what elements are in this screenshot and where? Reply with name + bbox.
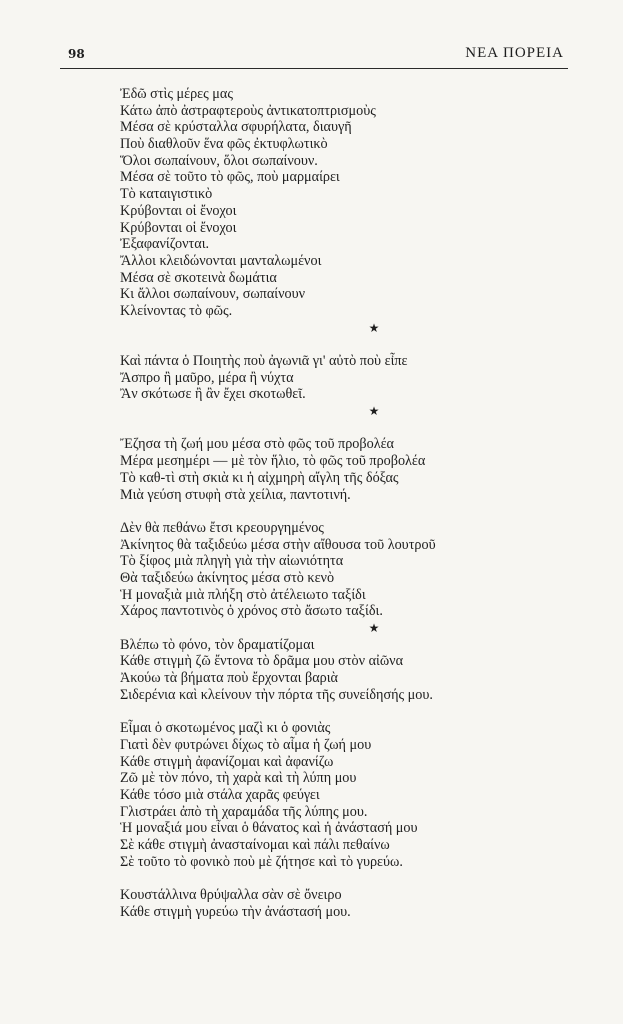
poem-line: Σὲ τοῦτο τὸ φονικὸ ποὺ μὲ ζήτησε καὶ τὸ γυρεύω. — [120, 853, 403, 870]
stanza-gap — [120, 420, 550, 437]
stanza-gap — [120, 703, 550, 720]
poem-line: Δὲν θὰ πεθάνω ἔτσι κρεουργημένος — [120, 519, 324, 536]
poem-line: Βλέπω τὸ φόνο, τὸν δραματίζομαι — [120, 636, 315, 653]
stanza-gap — [120, 870, 550, 887]
poem-line: Ὅλοι σωπαίνουν, ὅλοι σωπαίνουν. — [120, 152, 318, 169]
poem-line: Κάθε στιγμὴ γυρεύω τὴν ἀνάστασή μου. — [120, 903, 351, 920]
stanza-gap — [120, 336, 550, 353]
poem-line: Μέσα σὲ σκοτεινὰ δωμάτια — [120, 269, 277, 286]
poem-line: Σιδερένια καὶ κλείνουν τὴν πόρτα τῆς συνείδησής μου. — [120, 686, 433, 703]
poem-line: Κρύβονται οἱ ἔνοχοι — [120, 219, 237, 236]
poem-line: Κρύβονται οἱ ἔνοχοι — [120, 202, 237, 219]
poem-line: Θὰ ταξιδεύω ἀκίνητος μέσα στὸ κενὸ — [120, 569, 335, 586]
poem-line: Ἡ μοναξιά μου εἶναι ὁ θάνατος καὶ ἡ ἀνάστασή μου — [120, 820, 418, 837]
poem-line: Ἔζησα τὴ ζωή μου μέσα στὸ φῶς τοῦ προβολέα — [120, 436, 394, 453]
poem-line: Μέσα σὲ τοῦτο τὸ φῶς, ποὺ μαρμαίρει — [120, 169, 340, 186]
running-head — [68, 47, 564, 67]
poem-line: Κάτω ἀπὸ ἀστραφτεροὺς ἀντικατοπτρισμοὺς — [120, 102, 376, 119]
journal-title: ΝΕΑ ΠΟΡΕΙΑ — [465, 45, 564, 61]
poem-line: Κι ἄλλοι σωπαίνουν, σωπαίνουν — [120, 286, 306, 303]
poem-line: Κάθε στιγμὴ ζῶ ἔντονα τὸ δρᾶμα μου στὸν αἰῶνα — [120, 653, 404, 670]
poem-line: Ἄλλοι κλειδώνονται μανταλωμένοι — [120, 252, 322, 269]
poem-line: Κουστάλλινα θρύψαλλα σὰν σὲ ὄνειρο — [120, 887, 342, 903]
stanza-gap — [120, 503, 550, 520]
poem-line: Μέρα μεσημέρι — μὲ τὸν ἥλιο, τὸ φῶς τοῦ προβολέα — [120, 453, 426, 470]
poem-line: Τὸ καταιγιστικὸ — [120, 186, 213, 203]
header-rule — [60, 68, 568, 69]
poem-line: Ἐξαφανίζονται. — [120, 236, 210, 253]
poem-line: Τὸ ξίφος μιὰ πληγὴ γιὰ τὴν αἰωνιότητα — [120, 553, 344, 570]
poem-line: Ἀκούω τὰ βήματα ποὺ ἔρχονται βαριὰ — [120, 670, 338, 687]
poem-line: Σὲ κάθε στιγμὴ ἀνασταίνομαι καὶ πάλι πεθαίνω — [120, 836, 390, 853]
star-separator: ★ — [368, 320, 380, 335]
poem-line: Τὸ καθ-τὶ στὴ σκιὰ κι ἡ αἰχμηρὴ αἴγλη τῆς δόξας — [120, 469, 399, 486]
poem-line: Ἡ μοναξιὰ μιὰ πλήξη στὸ ἀτέλειωτο ταξίδι — [120, 586, 366, 603]
page-number: 98 — [68, 47, 85, 61]
poem-line: Ἐδῶ στὶς μέρες μας — [120, 86, 233, 102]
poem-body — [120, 86, 550, 920]
poem-line: Ἀκίνητος θὰ ταξιδεύω μέσα στὴν αἴθουσα τοῦ λουτροῦ — [120, 536, 436, 553]
poem-line: Καὶ πάντα ὁ Ποιητὴς ποὺ ἀγωνιᾶ γι' αὐτὸ ποὺ εἶπε — [120, 353, 408, 369]
poem-line: Χάρος παντοτινὸς ὁ χρόνος στὸ ἄσωτο ταξίδι. — [120, 603, 383, 620]
poem-line: Κάθε τόσο μιὰ στάλα χαρᾶς φεύγει — [120, 786, 320, 803]
poem-line: Κλείνοντας τὸ φῶς. — [120, 302, 233, 319]
star-separator: ★ — [368, 621, 380, 635]
poem-line: Κάθε στιγμὴ ἀφανίζομαι καὶ ἀφανίζω — [120, 753, 334, 770]
star-separator: ★ — [368, 404, 380, 419]
poem-line: Μέσα σὲ κρύσταλλα σφυρήλατα, διαυγῆ — [120, 119, 352, 136]
poem-line: Γλιστράει ἀπὸ τὴ χαραμάδα τῆς λύπης μου. — [120, 803, 368, 820]
poem-line: Ἄσπρο ἢ μαῦρο, μέρα ἢ νύχτα — [120, 369, 294, 386]
poem-line: Μιὰ γεύση στυφὴ στὰ χείλια, παντοτινή. — [120, 486, 351, 503]
poem-line: Γιατὶ δὲν φυτρώνει δίχως τὸ αἷμα ἡ ζωή μου — [120, 736, 372, 753]
poem-line: Ποὺ διαθλοῦν ἕνα φῶς ἐκτυφλωτικὸ — [120, 136, 328, 153]
poem-line: Ζῶ μὲ τὸν πόνο, τὴ χαρὰ καὶ τὴ λύπη μου — [120, 770, 357, 787]
poem-line: Εἶμαι ὁ σκοτωμένος μαζὶ κι ὁ φονιὰς — [120, 720, 331, 737]
poem-line: Ἂν σκότωσε ἢ ἂν ἔχει σκοτωθεῖ. — [120, 386, 306, 403]
